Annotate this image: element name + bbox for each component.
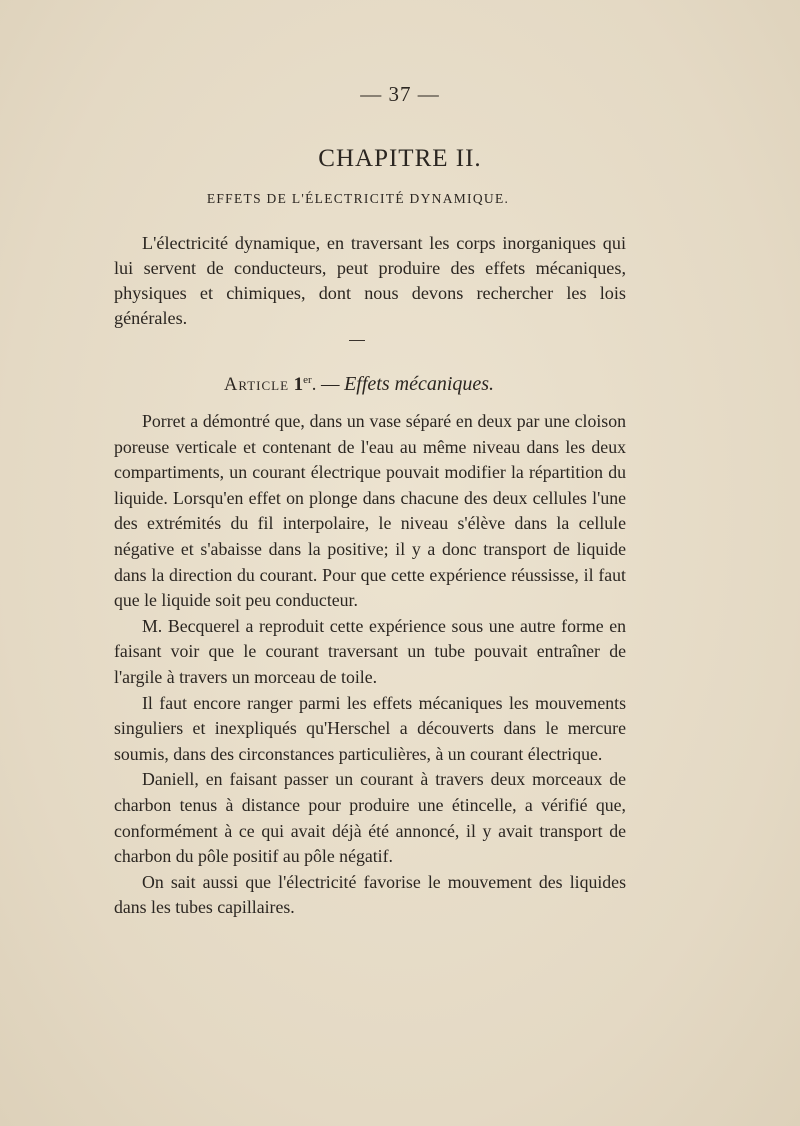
body-paragraph: Daniell, en faisant passer un courant à travers deux morceaux de charbon tenus à distance pour produire une étincelle, a vérifié que, conformément à ce qui avait déjà été annoncé, il y avait transport de charbon du pôle positif au pôle négatif. xyxy=(114,769,626,867)
section-separator xyxy=(349,340,365,341)
article-ordinal-sup: er xyxy=(303,373,312,386)
article-title: Effets mécaniques. xyxy=(344,373,495,395)
page-number: — 37 — xyxy=(360,82,440,106)
body-paragraph: Il faut encore ranger parmi les effets mécaniques les mouvements singuliers et inexpliqués qu'Herschel a découverts dans le mercure soumis, dans des circonstances particulières, à un courant électrique. xyxy=(114,692,626,764)
body-paragraph: M. Becquerel a reproduit cette expérience sous une autre forme en faisant voir que le courant traversant un tube pouvait entraîner de l'argile à travers un morceau de toile. xyxy=(114,615,626,687)
article-body xyxy=(114,409,626,921)
article-heading xyxy=(0,373,718,396)
chapter-subtitle: EFFETS DE L'ÉLECTRICITÉ DYNAMIQUE. xyxy=(206,191,510,206)
chapter-title: CHAPITRE II. xyxy=(318,145,482,172)
intro-paragraph: L'électricité dynamique, en traversant les corps inorganiques qui lui servent de conducteurs, peut produire des effets mécaniques, physiques et chimiques, dont nous devons rechercher les lois générales. xyxy=(114,233,626,328)
body-paragraph: Porret a démontré que, dans un vase séparé en deux par une cloison poreuse verticale et contenant de l'eau au même niveau dans les deux compartiments, un courant électrique pouvait modifier la répartition du liquide. Lorsqu'en effet on plonge dans chacune des deux cellules l'une des extrémités du fil interpolaire, le niveau s'élève dans la cellule négative et s'abaisse dans la positive; il y a donc transport de liquide dans la direction du courant. Pour que cette expérience réussisse, il faut que le liquide soit peu conducteur. xyxy=(114,411,626,611)
body-paragraph: On sait aussi que l'électricité favorise le mouvement des liquides dans les tubes capillaires. xyxy=(114,871,626,918)
article-ordinal: 1 xyxy=(293,374,304,395)
article-dash: . — xyxy=(311,375,345,395)
article-label: Article xyxy=(223,375,290,395)
